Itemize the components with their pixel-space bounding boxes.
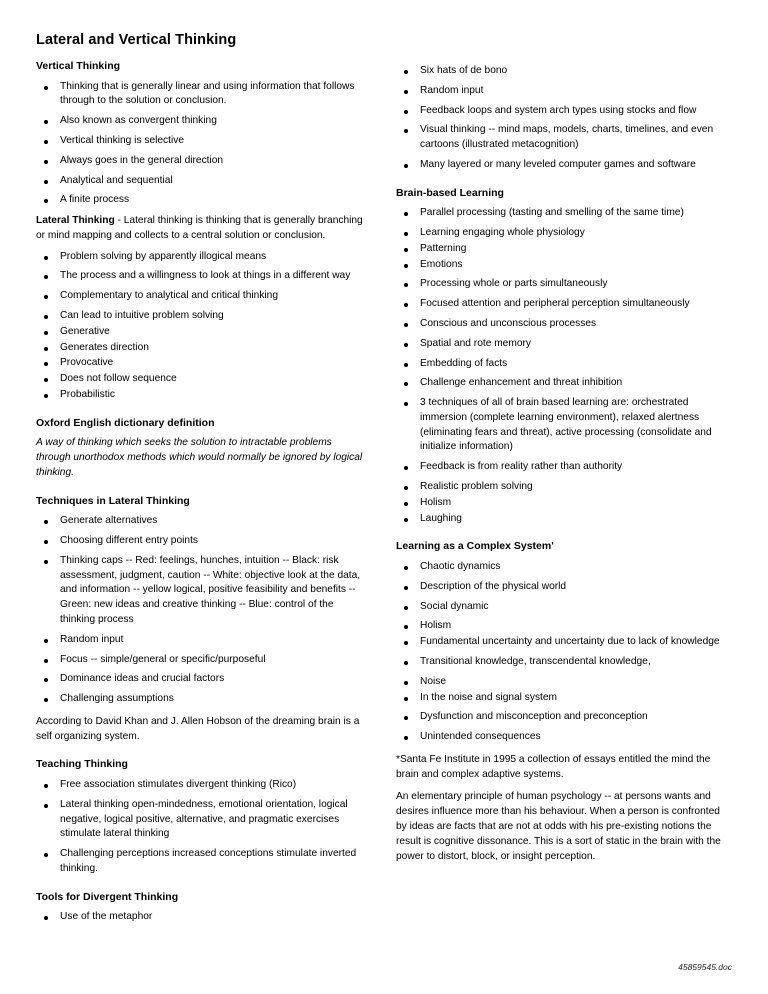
list-item: Social dynamic	[396, 600, 726, 615]
list-item: Focus -- simple/general or specific/purposeful	[36, 653, 366, 668]
section-heading-complex-system: Learning as a Complex System'	[396, 540, 554, 553]
list-item: Problem solving by apparently illogical means	[36, 250, 366, 265]
list-item: Dysfunction and misconception and preconception	[396, 710, 726, 725]
bullet-list-complex-system	[396, 560, 726, 745]
document-footer-filename: 45859545.doc	[678, 962, 732, 972]
lateral-thinking-label: Lateral Thinking	[36, 215, 115, 227]
list-item: Provocative	[36, 356, 366, 371]
page-title: Lateral and Vertical Thinking	[36, 32, 237, 48]
list-item: Laughing	[396, 512, 726, 527]
list-item: Analytical and sequential	[36, 174, 366, 189]
list-item: Visual thinking -- mind maps, models, charts, timelines, and even cartoons (illustrated metacognition)	[396, 123, 726, 153]
list-item: Feedback loops and system arch types using stocks and flow	[396, 104, 726, 119]
santa-fe-footnote: *Santa Fe Institute in 1995 a collection of essays entitled the mind the brain and complex adaptive systems.	[396, 753, 711, 780]
list-item: Generative	[36, 325, 366, 340]
list-item: Random input	[36, 633, 366, 648]
list-item: Six hats of de bono	[396, 64, 726, 79]
list-item: A finite process	[36, 193, 366, 208]
list-item: Generates direction	[36, 341, 366, 356]
oxford-definition-text: A way of thinking which seeks the solution to intractable problems through unorthodox methods which would normally be ignored by logical thinking.	[36, 437, 363, 478]
section-heading-teaching-thinking: Teaching Thinking	[36, 758, 128, 771]
list-item: Also known as convergent thinking	[36, 114, 366, 129]
section-heading-techniques: Techniques in Lateral Thinking	[36, 494, 190, 507]
section-heading-vertical-thinking: Vertical Thinking	[36, 60, 121, 72]
list-item: The process and a willingness to look at things in a different way	[36, 269, 366, 284]
list-item: 3 techniques of all of brain based learning are: orchestrated immersion (complete learning environment), relaxed alertness (eliminating fears and threat), active processing (consolidate and initialize information)	[396, 396, 726, 455]
list-item: Can lead to intuitive problem solving	[36, 309, 366, 324]
list-item: Unintended consequences	[396, 730, 726, 745]
list-item: Feedback is from reality rather than authority	[396, 460, 726, 475]
list-item: Challenge enhancement and threat inhibition	[396, 376, 726, 391]
section-heading-tools-divergent: Tools for Divergent Thinking	[36, 890, 179, 903]
list-item: Always goes in the general direction	[36, 154, 366, 169]
list-item: Learning engaging whole physiology	[396, 226, 726, 241]
list-item: Does not follow sequence	[36, 372, 366, 387]
bullet-list-brain-based-learning	[396, 206, 726, 526]
list-item: Holism	[396, 619, 726, 634]
list-item: In the noise and signal system	[396, 691, 726, 706]
list-item: Fundamental uncertainty and uncertainty due to lack of knowledge	[396, 635, 726, 650]
cognitive-dissonance-paragraph: An elementary principle of human psychology -- at persons wants and desires influence more than his behaviour. When a person is confronted by ideas are facts that are not at odds with his pre-existing notions the result is cognitive dissonance. This is a sort of static in the brain with the power to distort, block, or insight perception.	[396, 791, 721, 862]
list-item: Emotions	[396, 258, 726, 273]
list-item: Generate alternatives	[36, 514, 366, 529]
list-item: Noise	[396, 675, 726, 690]
list-item: Patterning	[396, 242, 726, 257]
list-item: Use of the metaphor	[36, 910, 366, 925]
section-heading-oxford-definition: Oxford English dictionary definition	[36, 416, 215, 429]
bullet-list-teaching-thinking	[36, 778, 366, 877]
list-item: Complementary to analytical and critical thinking	[36, 289, 366, 304]
list-item: Free association stimulates divergent thinking (Rico)	[36, 778, 366, 793]
list-item: Holism	[396, 496, 726, 511]
list-item: Thinking caps -- Red: feelings, hunches, intuition -- Black: risk assessment, judgment, caution -- White: objective look at the data, and information -- yellow logical, positive feasibility and benefits -- Green: new ideas and creative thinking -- Blue: control of the thinking process	[36, 554, 366, 628]
list-item: Thinking that is generally linear and using information that follows through to the solution or conclusion.	[36, 80, 366, 110]
dreaming-brain-paragraph: According to David Khan and J. Allen Hobson of the dreaming brain is a self organizing system.	[36, 715, 360, 742]
section-heading-lateral-thinking	[36, 214, 366, 244]
two-column-body	[36, 60, 732, 931]
list-item: Conscious and unconscious processes	[396, 317, 726, 332]
list-item: Spatial and rote memory	[396, 337, 726, 352]
list-item: Description of the physical world	[396, 580, 726, 595]
bullet-list-vertical-thinking	[36, 80, 366, 208]
list-item: Challenging assumptions	[36, 692, 366, 707]
list-item: Lateral thinking open-mindedness, emotional orientation, logical negative, logical positive, alternative, and pragmatic exercises stimulate lateral thinking	[36, 798, 366, 842]
left-column	[36, 60, 366, 931]
bullet-list-lateral-thinking	[36, 250, 366, 403]
list-item: Focused attention and peripheral perception simultaneously	[396, 297, 726, 312]
list-item: Probabilistic	[36, 388, 366, 403]
list-item: Challenging perceptions increased conceptions stimulate inverted thinking.	[36, 847, 366, 877]
bullet-list-techniques	[36, 514, 366, 707]
list-item: Chaotic dynamics	[396, 560, 726, 575]
list-item: Dominance ideas and crucial factors	[36, 672, 366, 687]
section-heading-brain-based-learning: Brain-based Learning	[396, 186, 504, 199]
list-item: Vertical thinking is selective	[36, 134, 366, 149]
list-item: Realistic problem solving	[396, 480, 726, 495]
list-item: Embedding of facts	[396, 357, 726, 372]
list-item: Random input	[396, 84, 726, 99]
bullet-list-tools-divergent	[36, 910, 366, 925]
list-item: Choosing different entry points	[36, 534, 366, 549]
right-column	[396, 60, 726, 870]
bullet-list-tools-divergent-continued	[396, 64, 726, 173]
list-item: Transitional knowledge, transcendental knowledge,	[396, 655, 726, 670]
list-item: Parallel processing (tasting and smelling of the same time)	[396, 206, 726, 221]
list-item: Processing whole or parts simultaneously	[396, 277, 726, 292]
list-item: Many layered or many leveled computer games and software	[396, 158, 726, 173]
lateral-thinking-description: - Lateral thinking is thinking that is generally branching or mind mapping and collects to a central solution or conclusion.	[36, 215, 363, 241]
